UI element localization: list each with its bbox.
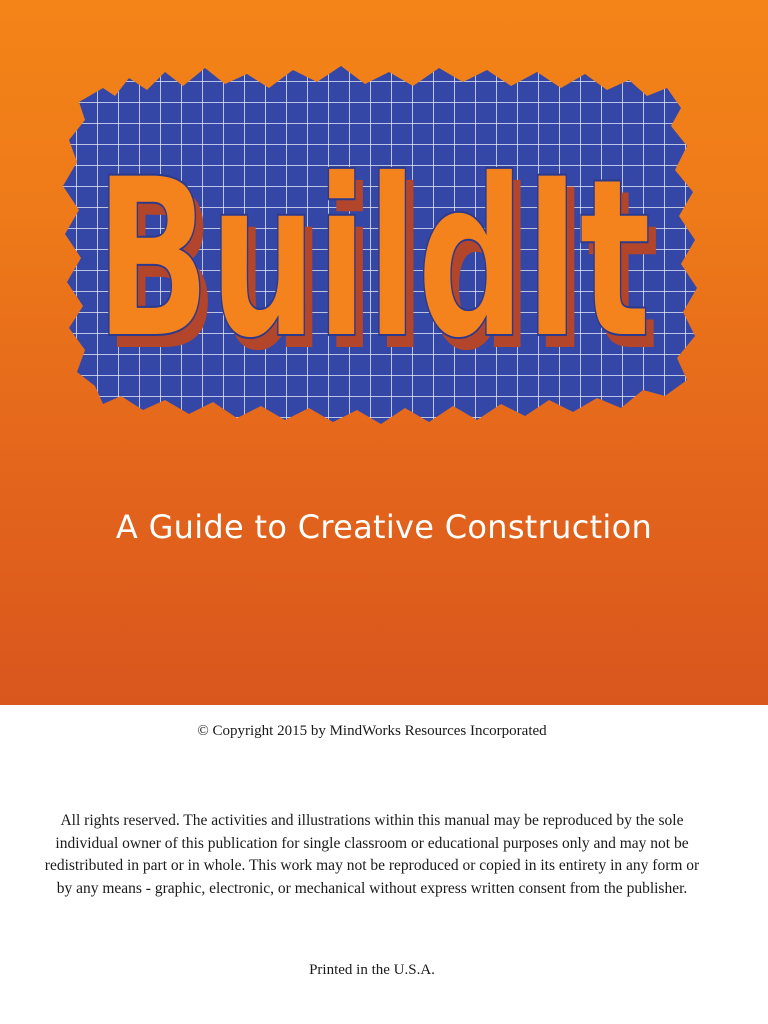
svg-text:BuildIt: BuildIt (103, 143, 658, 399)
printed-in-notice: Printed in the U.S.A. (309, 962, 435, 978)
logo-letters (95, 131, 650, 387)
copyright-notice: © Copyright 2015 by MindWorks Resources Incorporated (197, 723, 547, 739)
buildit-logo (55, 60, 705, 445)
rights-statement: All rights reserved. The activities and illustrations within this manual may be reproduced by the sole individual owner of this publication for single classroom or educational purposes only and may not be redistributed in part or in whole. This work may not be reproduced or copied in its entirety in any form or by any means - graphic, electronic, or mechanical without express written consent from the publisher. (44, 812, 700, 897)
svg-text:BuildIt: BuildIt (95, 131, 650, 387)
book-subtitle: A Guide to Creative Construction (115, 508, 653, 546)
